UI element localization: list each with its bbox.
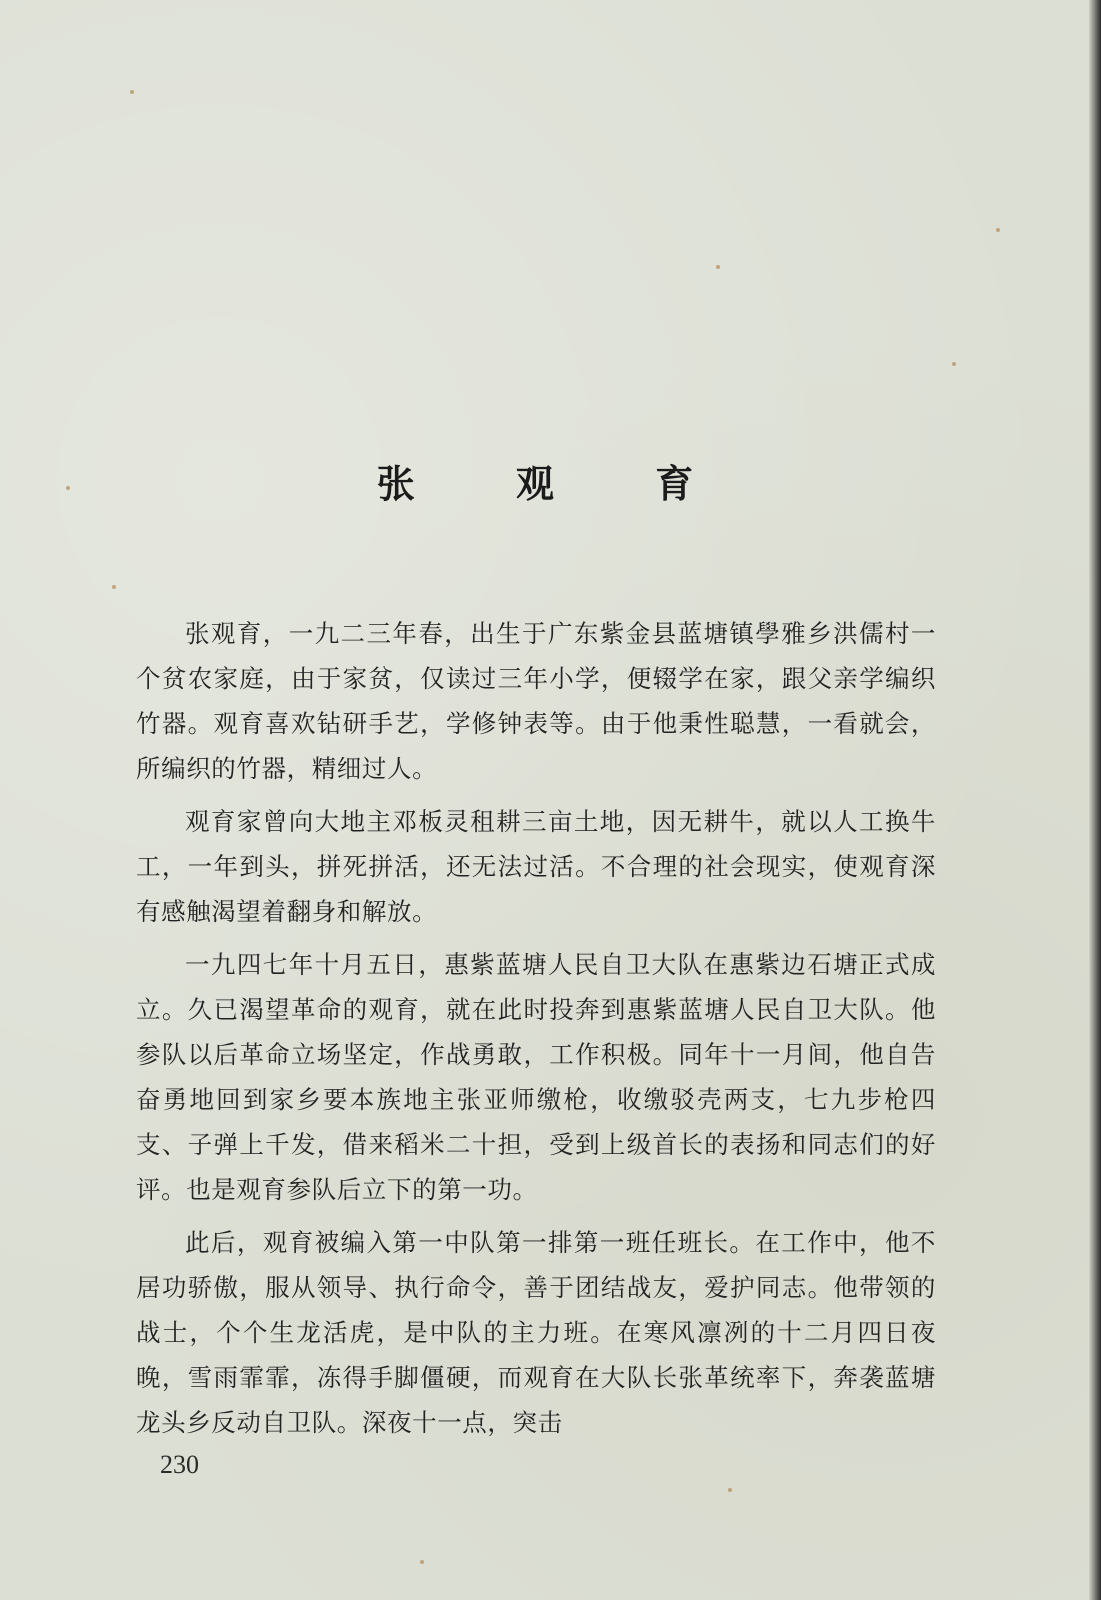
paper-speck bbox=[112, 585, 116, 589]
paragraph-4: 此后，观育被编入第一中队第一排第一班任班长。在工作中，他不居功骄傲，服从领导、执行命令，善于团结战友，爱护同志。他带领的战士，个个生龙活虎，是中队的主力班。在寒风凛冽的十二月四日夜晚，雪雨霏霏，冻得手脚僵硬，而观育在大队长张革统率下，奔袭蓝塘龙头乡反动自卫队。深夜十一点，突击 bbox=[136, 1228, 936, 1437]
paper-speck bbox=[716, 265, 720, 269]
paper-speck bbox=[952, 362, 956, 366]
paragraph-2: 观育家曾向大地主邓板灵租耕三亩土地，因无耕牛，就以人工换牛工，一年到头，拼死拼活，还无法过活。不合理的社会现实，使观育深有感触渴望着翻身和解放。 bbox=[136, 807, 936, 926]
page-edge-shadow bbox=[1089, 0, 1101, 1600]
paper-speck bbox=[420, 1560, 424, 1564]
article-body bbox=[136, 611, 936, 1453]
article-title: 张 观 育 bbox=[376, 461, 738, 507]
paper-speck bbox=[728, 1488, 732, 1492]
page-number: 230 bbox=[160, 1450, 199, 1479]
paper-speck bbox=[996, 228, 1000, 232]
paragraph-3: 一九四七年十月五日，惠紫蓝塘人民自卫大队在惠紫边石塘正式成立。久已渴望革命的观育，就在此时投奔到惠紫蓝塘人民自卫大队。他参队以后革命立场坚定，作战勇敢，工作积极。同年十一月间，他自告奋勇地回到家乡要本族地主张亚师缴枪，收缴驳壳两支，七九步枪四支、子弹上千发，借来稻米二十担，受到上级首长的表扬和同志们的好评。也是观育参队后立下的第一功。 bbox=[136, 950, 936, 1204]
paragraph-1: 张观育，一九二三年春，出生于广东紫金县蓝塘镇學雅乡洪儒村一个贫农家庭，由于家贫，仅读过三年小学，便辍学在家，跟父亲学编织竹器。观育喜欢钻研手艺，学修钟表等。由于他秉性聪慧，一看就会，所编织的竹器，精细过人。 bbox=[136, 619, 936, 783]
paper-speck bbox=[130, 90, 134, 94]
